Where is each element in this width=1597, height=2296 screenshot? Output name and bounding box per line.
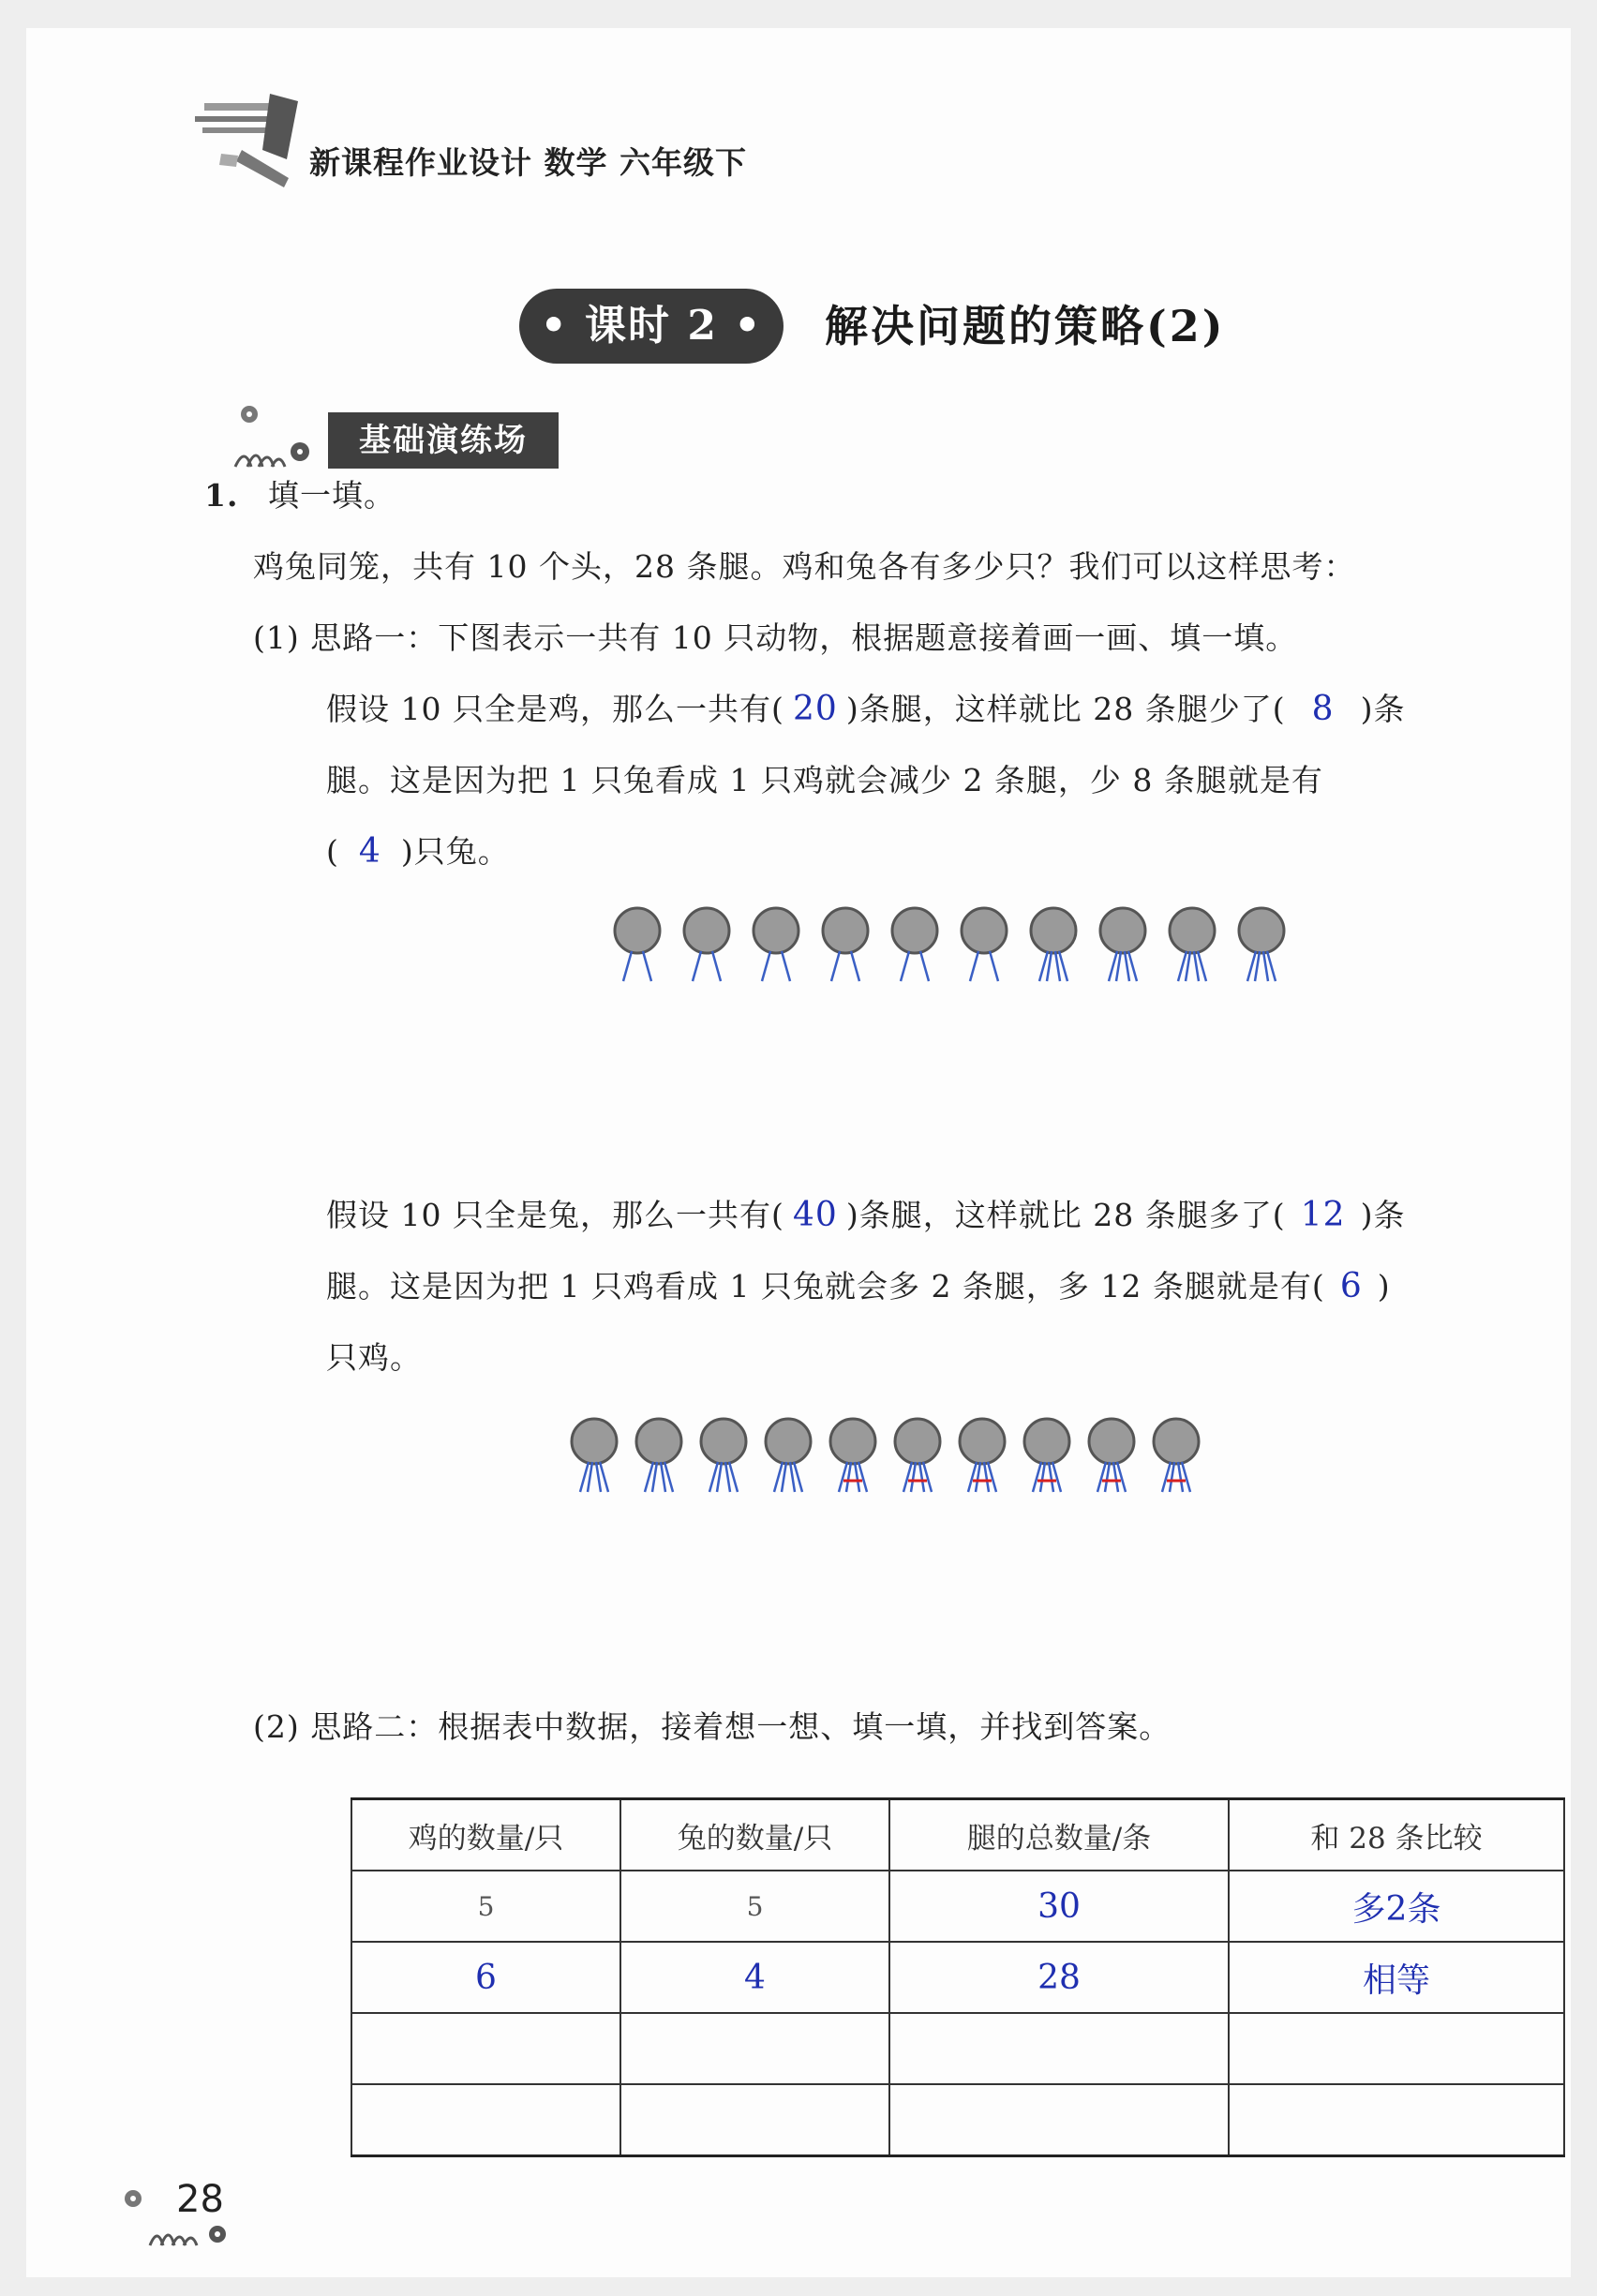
animal-figure	[892, 908, 937, 981]
animal-figure	[684, 908, 729, 981]
lesson-title: 解决问题的策略(2)	[825, 301, 1226, 351]
animal-figure	[572, 1419, 617, 1492]
animal-head	[615, 908, 660, 953]
book-title: 新课程作业设计 数学 六年级下	[309, 144, 747, 181]
animal-head	[1239, 908, 1284, 953]
animal-head	[701, 1419, 746, 1464]
animal-figure	[1100, 908, 1145, 981]
workbook-page	[26, 28, 1571, 2277]
animal-head	[960, 1419, 1005, 1464]
table-row	[351, 2013, 1564, 2084]
animal-figure	[962, 908, 1007, 981]
table-header-cell: 兔的数量/只	[620, 1799, 889, 1871]
question-instruction: 填一填。	[267, 477, 396, 514]
leg-line	[712, 951, 721, 981]
text-segment: )条腿，这样就比 28 条腿多了(	[845, 1197, 1286, 1233]
part1-line-b1	[326, 1192, 1405, 1239]
text-segment: 假设 10 只全是鸡，那么一共有(	[326, 691, 784, 727]
text-segment: (	[326, 833, 339, 870]
animal-head	[962, 908, 1007, 953]
answer-total-legs-chicken: 20	[792, 690, 838, 728]
animal-head	[823, 908, 868, 953]
table-cell	[1229, 2013, 1564, 2084]
answer-legs-less: 8	[1311, 690, 1335, 728]
animal-head	[766, 1419, 811, 1464]
animal-figure	[701, 1419, 746, 1492]
animal-head	[754, 908, 798, 953]
leg-line	[782, 951, 790, 981]
answer-legs-more: 12	[1300, 1196, 1346, 1234]
answer-chicken-count: 6	[1339, 1267, 1363, 1305]
part1-line-a3	[326, 828, 510, 875]
leg-line	[970, 951, 978, 981]
animal-figure	[830, 1419, 875, 1492]
table-cell: 6	[351, 1942, 620, 2013]
animal-head	[1024, 1419, 1069, 1464]
animal-figure	[1031, 908, 1076, 981]
table-header-cell: 和 28 条比较	[1229, 1799, 1564, 1871]
page-number: 28	[176, 2178, 224, 2221]
text-segment: 假设 10 只全是兔，那么一共有(	[326, 1197, 784, 1233]
animal-figure	[1170, 908, 1215, 981]
animal-figure	[1239, 908, 1284, 981]
leg-line	[851, 951, 859, 981]
table-row	[351, 1942, 1564, 2013]
lesson-badge: • 课时 2 •	[519, 289, 784, 364]
animal-figure	[1089, 1419, 1134, 1492]
table-cell	[620, 2013, 889, 2084]
table-header-cell: 腿的总数量/条	[889, 1799, 1229, 1871]
leg-line	[623, 951, 632, 981]
animal-figure	[960, 1419, 1005, 1492]
data-table	[351, 1797, 1565, 2157]
leg-line	[693, 951, 701, 981]
table-row	[351, 2084, 1564, 2156]
table-cell: 4	[620, 1942, 889, 2013]
text-segment: 腿。这是因为把 1 只鸡看成 1 只兔就会多 2 条腿，多 12 条腿就是有(	[326, 1268, 1325, 1305]
animal-head	[1089, 1419, 1134, 1464]
animal-head	[1100, 908, 1145, 953]
animal-figure	[754, 908, 798, 981]
answer-rabbit-count: 4	[358, 832, 381, 871]
text-segment: )只兔。	[400, 833, 510, 870]
animal-head	[1031, 908, 1076, 953]
part2-intro: (2) 思路二：根据表中数据，接着想一想、填一填，并找到答案。	[253, 1708, 1172, 1745]
table-cell: 多2条	[1229, 1871, 1564, 1942]
animal-figure	[1024, 1419, 1069, 1492]
animal-figure	[636, 1419, 681, 1492]
animal-head	[1154, 1419, 1199, 1464]
table-cell: 28	[889, 1942, 1229, 2013]
animal-head	[684, 908, 729, 953]
flower-decoration-icon	[231, 399, 324, 474]
leg-line	[920, 951, 929, 981]
animal-head	[572, 1419, 617, 1464]
part1-line-b3: 只鸡。	[326, 1339, 422, 1376]
animal-head	[895, 1419, 940, 1464]
animal-figure	[615, 908, 660, 981]
question-1-line	[204, 472, 396, 519]
table-cell	[1229, 2084, 1564, 2156]
table-cell	[889, 2084, 1229, 2156]
table-cell	[620, 2084, 889, 2156]
animals-figure-all-rabbit	[566, 1406, 1241, 1509]
animal-figure	[895, 1419, 940, 1492]
animal-figure	[823, 908, 868, 981]
problem-statement: 鸡兔同笼，共有 10 个头，28 条腿。鸡和兔各有多少只？我们可以这样思考：	[253, 548, 1356, 585]
animal-head	[830, 1419, 875, 1464]
animal-head	[892, 908, 937, 953]
table-cell	[889, 2013, 1229, 2084]
animal-figure	[1154, 1419, 1199, 1492]
table-header-cell: 鸡的数量/只	[351, 1799, 620, 1871]
part1-line-a1	[326, 686, 1405, 733]
text-segment: )	[1377, 1268, 1391, 1305]
table-cell	[351, 2084, 620, 2156]
section-label: 基础演练场	[328, 412, 559, 469]
animals-figure-all-chicken	[607, 895, 1320, 998]
table-cell: 相等	[1229, 1942, 1564, 2013]
animal-head	[636, 1419, 681, 1464]
text-segment: )条	[1360, 1197, 1406, 1233]
leg-line	[762, 951, 770, 981]
table-cell: 5	[351, 1871, 620, 1942]
table-cell: 5	[620, 1871, 889, 1942]
leg-line	[901, 951, 909, 981]
table-header-row	[351, 1799, 1564, 1871]
table-cell	[351, 2013, 620, 2084]
animal-figure	[766, 1419, 811, 1492]
table-row	[351, 1871, 1564, 1942]
leg-line	[643, 951, 651, 981]
part1-line-b2	[326, 1263, 1391, 1310]
text-segment: )条	[1360, 691, 1406, 727]
part1-line-a2: 腿。这是因为把 1 只兔看成 1 只鸡就会减少 2 条腿，少 8 条腿就是有	[326, 762, 1323, 798]
animal-head	[1170, 908, 1215, 953]
leg-line	[831, 951, 840, 981]
book-logo-icon	[167, 75, 307, 187]
question-number: 1.	[204, 477, 239, 514]
part1-intro: (1) 思路一：下图表示一共有 10 只动物，根据题意接着画一画、填一填。	[253, 619, 1298, 656]
text-segment: )条腿，这样就比 28 条腿少了(	[845, 691, 1286, 727]
leg-line	[990, 951, 998, 981]
table-cell: 30	[889, 1871, 1229, 1942]
answer-total-legs-rabbit: 40	[792, 1196, 838, 1234]
